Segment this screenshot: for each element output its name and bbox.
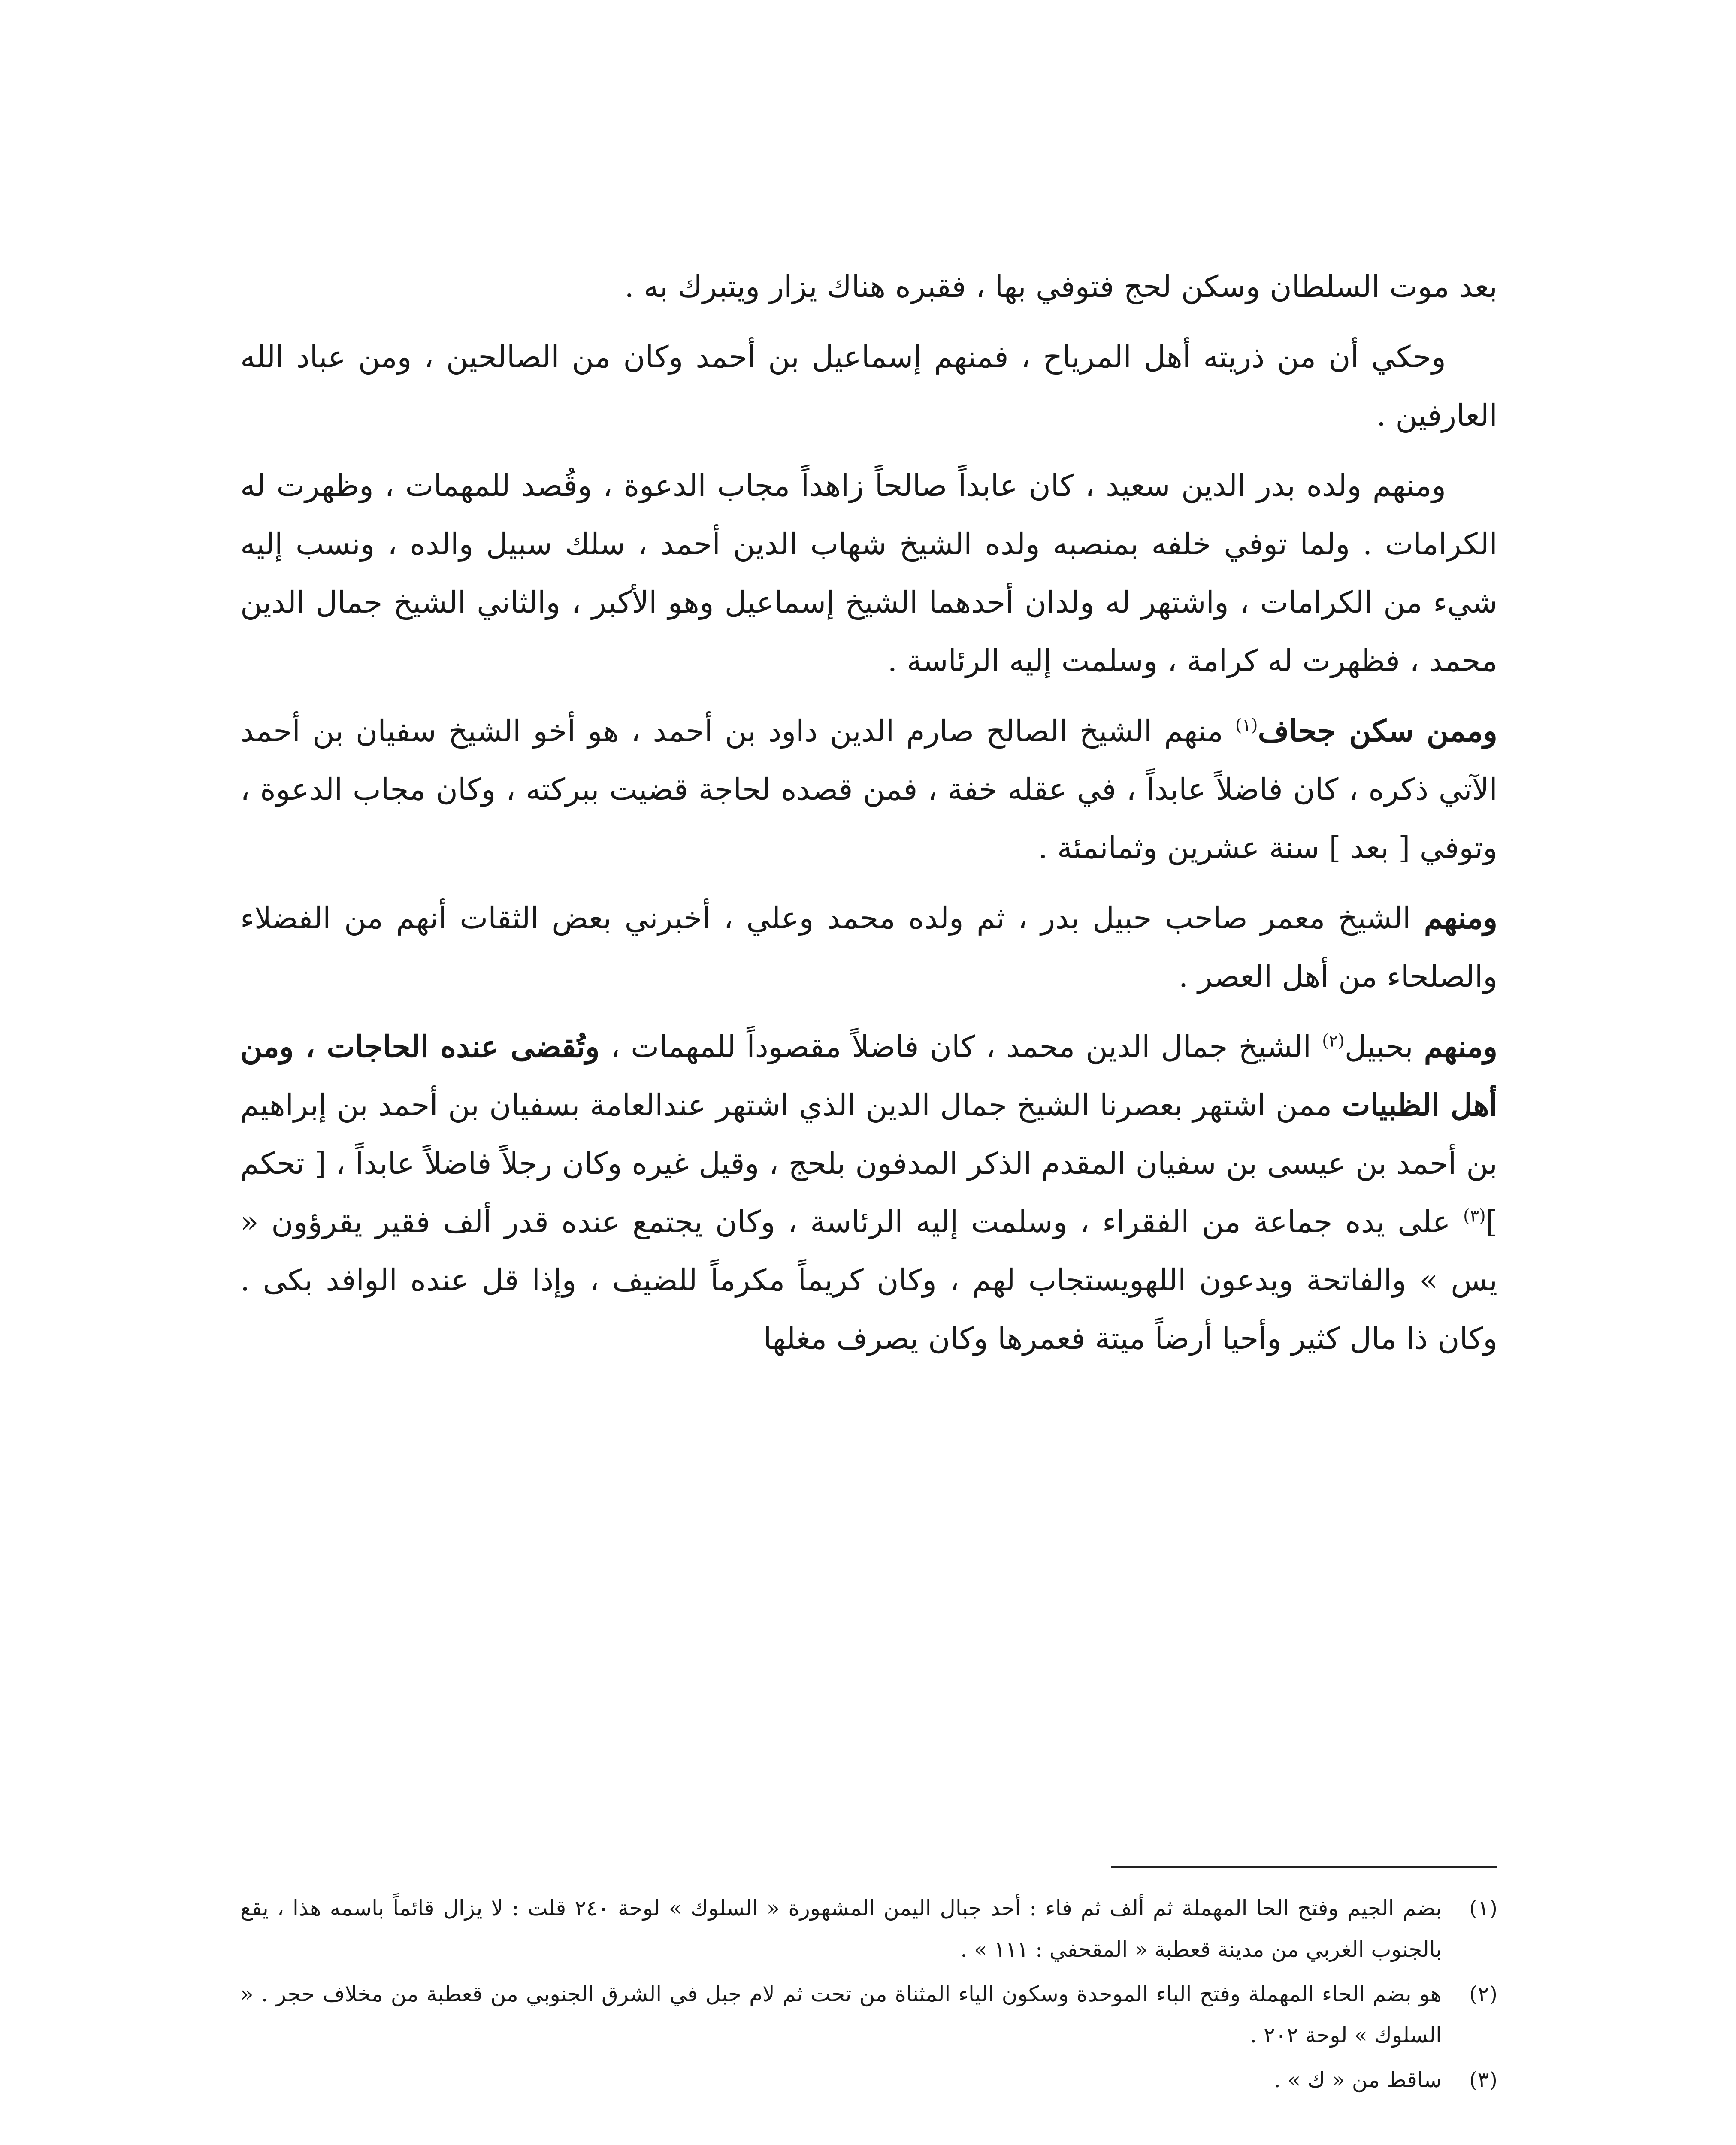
footnote-3-number: (٣) <box>1469 2067 1497 2092</box>
book-page <box>240 0 1497 2145</box>
paragraph-1-text: بعد موت السلطان وسكن لحج فتوفي بها ، فقبره هناك يزار ويتبرك به . <box>624 269 1497 304</box>
paragraph-5-lead: ومنهم <box>1424 900 1497 936</box>
paragraph-2 <box>240 328 1497 444</box>
footnote-2 <box>240 1973 1497 2056</box>
footnote-1-number: (١) <box>1469 1896 1497 1921</box>
footnotes <box>240 1888 1497 2104</box>
footnote-1-text: بضم الجيم وفتح الحا المهملة ثم ألف ثم فاء : أحد جبال اليمن المشهورة « السلوك » لوحة ٢٤٠ قلت : لا يزال قائماً باسمه هذا ، يقع بالجنوب الغربي من مدينة قعطبة « المقحفي : ١١١ » . <box>240 1896 1442 1962</box>
main-text <box>240 257 1497 1380</box>
paragraph-6-text-a: بحبيل <box>1344 1029 1424 1064</box>
paragraph-5 <box>240 889 1497 1006</box>
paragraph-6-lead: ومنهم <box>1424 1029 1497 1064</box>
footnote-2-number: (٢) <box>1469 1982 1497 2006</box>
footnote-ref-3: (٣) <box>1463 1206 1486 1226</box>
footnote-3-text: ساقط من « ك » . <box>1273 2067 1442 2092</box>
paragraph-6-bold-b: وتُقضى عنده الحاجات ، ومن أهل الظبيات <box>240 1029 1497 1123</box>
footnote-1 <box>240 1888 1497 1970</box>
footnote-ref-2: (٢) <box>1322 1031 1345 1051</box>
footnote-separator <box>1111 1866 1497 1868</box>
paragraph-4 <box>240 702 1497 877</box>
paragraph-4-text: منهم الشيخ الصالح صارم الدين داود بن أحمد ، هو أخو الشيخ سفيان بن أحمد الآتي ذكره ، كان فاضلاً عابداً ، في عقله خفة ، فمن قصده لحاجة قضيت ببركته ، وكان مجاب الدعوة ، وتوفي [ بعد ] سنة عشرين وثمانمئة . <box>240 713 1497 865</box>
paragraph-6-text-d: على يده جماعة من الفقراء ، وسلمت إليه الرئاسة ، وكان يجتمع عنده قدر ألف فقير يقرؤون « يس » والفاتحة ويدعون اللهويستجاب لهم ، وكان كريماً مكرماً للضيف ، وإذا قل عنده الوافد بكى . وكان ذا مال كثير وأحيا أرضاً ميتة فعمرها وكان يصرف مغلها <box>240 1204 1497 1356</box>
paragraph-1 <box>240 257 1497 316</box>
footnote-3 <box>240 2059 1497 2100</box>
paragraph-4-lead: وممن سكن جحاف <box>1258 713 1497 749</box>
paragraph-5-text: الشيخ معمر صاحب حبيل بدر ، ثم ولده محمد وعلي ، أخبرني بعض الثقات أنهم من الفضلاء والصلحاء من أهل العصر . <box>240 900 1497 994</box>
paragraph-6-text-b: الشيخ جمال الدين محمد ، كان فاضلاً مقصوداً للمهمات ، <box>599 1029 1322 1064</box>
paragraph-6-text-c: ممن اشتهر بعصرنا الشيخ جمال الدين الذي اشتهر عندالعامة بسفيان بن أحمد بن إبراهيم بن أحمد بن عيسى بن سفيان المقدم الذكر المدفون بلحج ، وقيل غيره وكان رجلاً فاضلاً عابداً ، [ تحكم ] <box>240 1088 1497 1239</box>
paragraph-3 <box>240 456 1497 690</box>
footnote-2-text: هو بضم الحاء المهملة وفتح الباء الموحدة وسكون الياء المثناة من تحت ثم لام جبل في الشرق الجنوبي من قعطبة من مخلاف حجر . « السلوك » لوحة ٢٠٢ . <box>240 1982 1442 2048</box>
paragraph-6 <box>240 1018 1497 1368</box>
paragraph-2-text: وحكي أن من ذريته أهل المرياح ، فمنهم إسماعيل بن أحمد وكان من الصالحين ، ومن عباد الله العارفين . <box>240 339 1497 433</box>
paragraph-3-text: ومنهم ولده بدر الدين سعيد ، كان عابداً صالحاً زاهداً مجاب الدعوة ، وقُصد للمهمات ، وظهرت له الكرامات . ولما توفي خلفه بمنصبه ولده الشيخ شهاب الدين أحمد ، سلك سبيل والده ، ونسب إليه شيء من الكرامات ، واشتهر له ولدان أحدهما الشيخ إسماعيل وهو الأكبر ، والثاني الشيخ جمال الدين محمد ، فظهرت له كرامة ، وسلمت إليه الرئاسة . <box>240 468 1497 678</box>
footnote-ref-1: (١) <box>1235 715 1258 735</box>
